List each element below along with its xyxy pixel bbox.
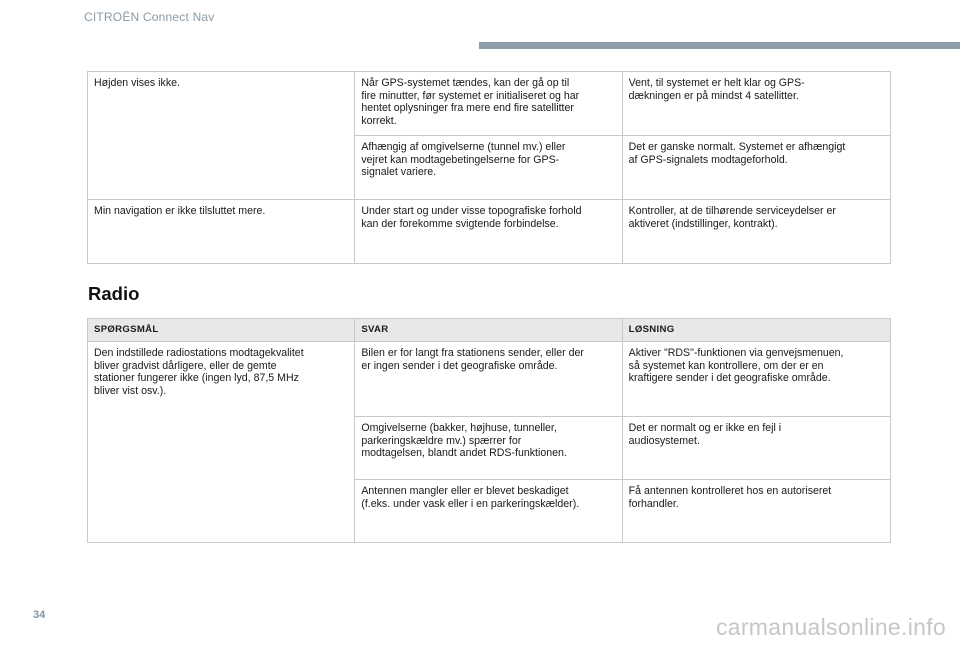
header-bar (479, 42, 960, 49)
solution-cell: Det er normalt og er ikke en fejl i audiosystemet. (622, 417, 890, 480)
answer-cell: Omgivelserne (bakker, højhuse, tunneller, parkeringskældre mv.) spærrer for modtagelsen, blandt andet RDS-funktionen. (355, 417, 622, 480)
answer-cell: Bilen er for langt fra stationens sender, eller der er ingen sender i det geografiske område. (355, 342, 622, 417)
answer-cell: Antennen mangler eller er blevet beskadiget (f.eks. under vask eller i en parkeringskælder). (355, 480, 622, 543)
question-cell: Højden vises ikke. (88, 72, 355, 200)
page-number: 34 (33, 609, 46, 621)
radio-troubleshooting-table (87, 318, 891, 543)
question-cell: Min navigation er ikke tilsluttet mere. (88, 200, 355, 264)
solution-cell: Få antennen kontrolleret hos en autoriseret forhandler. (622, 480, 890, 543)
header-title: CITROËN Connect Nav (84, 10, 215, 24)
table-header-row (88, 319, 891, 342)
answer-cell: Når GPS-systemet tændes, kan der gå op til fire minutter, før systemet er initialiseret og har hentet oplysninger fra mere end fire satellitter korrekt. (355, 72, 622, 136)
column-header-solution: LØSNING (622, 319, 890, 342)
solution-cell: Kontroller, at de tilhørende serviceydelser er aktiveret (indstillinger, kontrakt). (622, 200, 890, 264)
answer-cell: Under start og under visse topografiske forhold kan der forekomme svigtende forbindelse. (355, 200, 622, 264)
answer-cell: Afhængig af omgivelserne (tunnel mv.) eller vejret kan modtagebetingelserne for GPS- signalet variere. (355, 136, 622, 200)
column-header-answer: SVAR (355, 319, 622, 342)
table-row (88, 72, 891, 136)
solution-cell: Vent, til systemet er helt klar og GPS- dækningen er på mindst 4 satellitter. (622, 72, 890, 136)
table-row (88, 200, 891, 264)
gps-troubleshooting-table (87, 71, 891, 264)
solution-cell: Det er ganske normalt. Systemet er afhængigt af GPS-signalets modtageforhold. (622, 136, 890, 200)
column-header-question: SPØRGSMÅL (88, 319, 355, 342)
table-row (88, 342, 891, 417)
solution-cell: Aktiver "RDS"-funktionen via genvejsmenuen, så systemet kan kontrollere, om der er en kraftigere sender i det geografiske område. (622, 342, 890, 417)
question-cell: Den indstillede radiostations modtagekvalitet bliver gradvist dårligere, eller de gemte stationer fungerer ikke (ingen lyd, 87,5 MHz bliver vist osv.). (88, 342, 355, 543)
watermark: carmanualsonline.info (715, 614, 946, 640)
section-heading: Radio (88, 283, 140, 304)
